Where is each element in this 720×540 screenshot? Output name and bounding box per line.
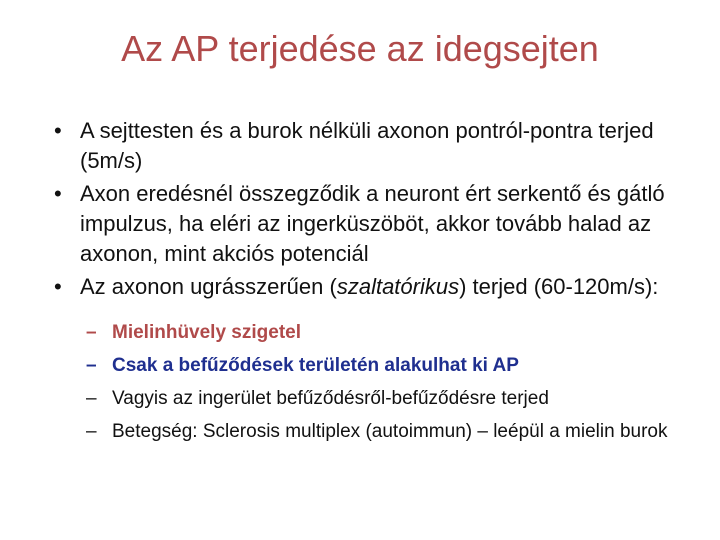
bullet-item xyxy=(52,116,702,176)
bullet-marker: • xyxy=(54,118,62,143)
sub-item-text: Betegség: Sclerosis multiplex (autoimmun) – leépül a mielin burok xyxy=(112,421,668,442)
bullet-text-italic: szaltatórikus xyxy=(336,274,460,299)
bullet-item xyxy=(52,179,702,269)
sub-item-text: Csak a befűződések területén alakulhat ki AP xyxy=(112,355,519,376)
bullet-marker: • xyxy=(54,274,62,299)
sub-item xyxy=(52,386,702,412)
sub-bullet-list xyxy=(52,320,702,445)
sub-item-text: Vagyis az ingerület befűződésről-befűződésre terjed xyxy=(112,388,549,409)
bullet-list xyxy=(52,116,702,445)
sub-marker: – xyxy=(86,355,97,376)
bullet-text: Axon eredésnél összegződik a neuront ért serkentő és gátló impulzus, ha eléri az ingerküszöböt, akkor tovább halad az axonon, mint akciós potenciál xyxy=(80,181,665,266)
sub-marker: – xyxy=(86,388,97,409)
slide-title: Az AP terjedése az idegsejten xyxy=(121,28,599,69)
bullet-text-prefix: Az axonon ugrásszerűen ( xyxy=(80,274,337,299)
sub-marker: – xyxy=(86,322,97,343)
sub-item xyxy=(52,419,702,445)
bullet-marker: • xyxy=(54,181,62,206)
bullet-item xyxy=(52,272,702,302)
sub-item xyxy=(52,353,702,379)
sub-marker: – xyxy=(86,421,97,442)
bullet-text: A sejttesten és a burok nélküli axonon pontról-pontra terjed (5m/s) xyxy=(80,118,654,173)
sub-item-text: Mielinhüvely szigetel xyxy=(112,322,301,343)
sub-item xyxy=(52,320,702,346)
bullet-text-suffix: ) terjed (60-120m/s): xyxy=(459,274,659,299)
